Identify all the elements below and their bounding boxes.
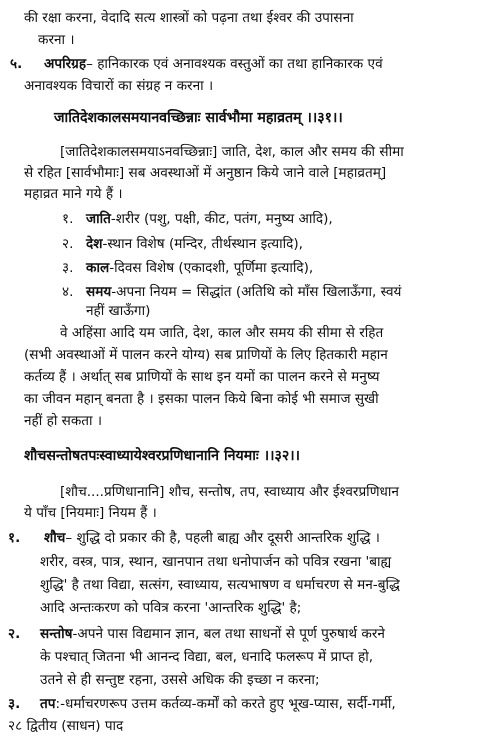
list-text-cont: नहीं खाऊँगा) [86,303,151,319]
body-line: वे अहिंसा आदि यम जाति, देश, काल और समय की सीमा से रहित [60,325,384,341]
list-text: :-धर्माचरणरूप उत्तम कर्तव्य-कर्मों को करते हुए भूख-प्यास, सर्दी-गर्मी, [55,696,396,712]
list-term: शौच [44,530,66,546]
item-number: ५. [10,56,23,72]
item-line [44,54,383,75]
item-text: – हानिकारक एवं अनावश्यक वस्तुओं का तथा हानिकारक एवं [86,56,383,72]
list-number: ३. [62,260,74,276]
list-number: ४. [62,284,74,300]
list-term: तप [40,696,56,712]
list-term: समय [86,284,112,300]
text-line: से रहित [सार्वभौमाः] सब अवस्थाओं में अनुष्ठान किये जाने वाले [महाव्रतम्] [24,165,387,181]
list-term: सन्तोष [40,626,73,642]
text-line: ये पाँच [नियमाः] नियम हैं । [24,505,157,521]
list-item [86,282,401,303]
list-text-cont: उतने से ही सन्तुष्ट रहना, उससे अधिक की इच्छा न करना; [40,672,320,688]
body-line: का जीवन महान् बनता है । इसका पालन किये बिना कोई भी समाज सुखी [24,391,379,407]
list-item [40,624,385,645]
text-line: [शौच....प्रणिधानानि] शौच, सन्तोष, तप, स्वाध्याय और ईश्वरप्रणिधान [60,484,399,500]
list-text: -शरीर (पशु, पक्षी, कीट, पतंग, मनुष्य आदि), [110,211,333,227]
text-line: करना । [38,32,75,48]
text-line: की रक्षा करना, वेदादि सत्य शास्त्रों को पढ़ना तथा ईश्वर की उपासना [24,10,354,26]
list-text: – शुद्धि दो प्रकार की है, पहली बाह्य और दूसरी आन्तरिक शुद्धि । [65,530,380,546]
sutra-heading: जातिदेशकालसमयानवच्छिन्नाः सार्वभौमा महाव्रतम् ।।३१।। [54,110,343,126]
list-item [86,209,333,230]
list-item [40,694,396,715]
list-item [86,258,313,279]
item-term: अपरिग्रह [44,56,87,72]
list-text: -दिवस विशेष (एकादशी, पूर्णिमा इत्यादि), [109,260,314,276]
list-number: १. [8,530,21,546]
list-text-cont: आदि अन्तःकरण को पवित्र करना 'आन्तरिक शुद्धि' है; [40,600,302,616]
body-line: कर्तव्य हैं । अर्थात् सब प्राणियों के साथ इन यमों का पालन करने से मनुष्य [24,369,380,385]
page-footer: २८ द्वितीय (साधन) पाद [8,718,124,734]
list-text-cont: शरीर, वस्त्र, पात्र, स्थान, खानपान तथा धनोपार्जन को पवित्र रखना 'बाह्य [40,554,392,570]
list-text: -अपने पास विद्यमान ज्ञान, बल तथा साधनों से पूर्ण पुरुषार्थ करने [72,626,385,642]
list-term: देश [86,236,103,252]
list-item [86,234,303,255]
list-number: ३. [8,696,21,712]
list-text: -स्थान विशेष (मन्दिर, तीर्थस्थान इत्यादि), [102,236,303,252]
sutra-heading: शौचसन्तोषतपःस्वाध्यायेश्वरप्रणिधानानि नियमाः ।।३२।। [24,448,300,464]
list-text-cont: शुद्धि' है तथा विद्या, सत्संग, स्वाध्याय, सत्यभाषण व धर्माचरण से मन-बुद्धि [40,577,400,593]
list-term: जाति [86,211,111,227]
list-number: २. [62,236,74,252]
text-line: [जातिदेशकालसमयाऽनवच्छिन्नाः] जाति, देश, काल और समय की सीमा [60,144,404,160]
body-line: (सभी अवस्थाओं में पालन करने योग्य) सब प्राणियों के लिए हितकारी महान [24,347,388,363]
text-line: अनावश्यक विचारों का संग्रह न करना । [24,78,214,94]
list-number: १. [62,211,74,227]
list-text-cont: के पश्चात् जितना भी आनन्द विद्या, बल, धनादि फलरूप में प्राप्त हो, [40,649,374,665]
text-line: महाव्रत माने गये हैं । [24,186,123,202]
list-term: काल [86,260,110,276]
list-text: -अपना नियम = सिद्धांत (अतिथि को माँस खिलाऊँगा, स्वयं [111,284,402,300]
list-number: २. [8,626,21,642]
body-line: नहीं हो सकता । [24,413,103,429]
list-item [44,528,380,549]
